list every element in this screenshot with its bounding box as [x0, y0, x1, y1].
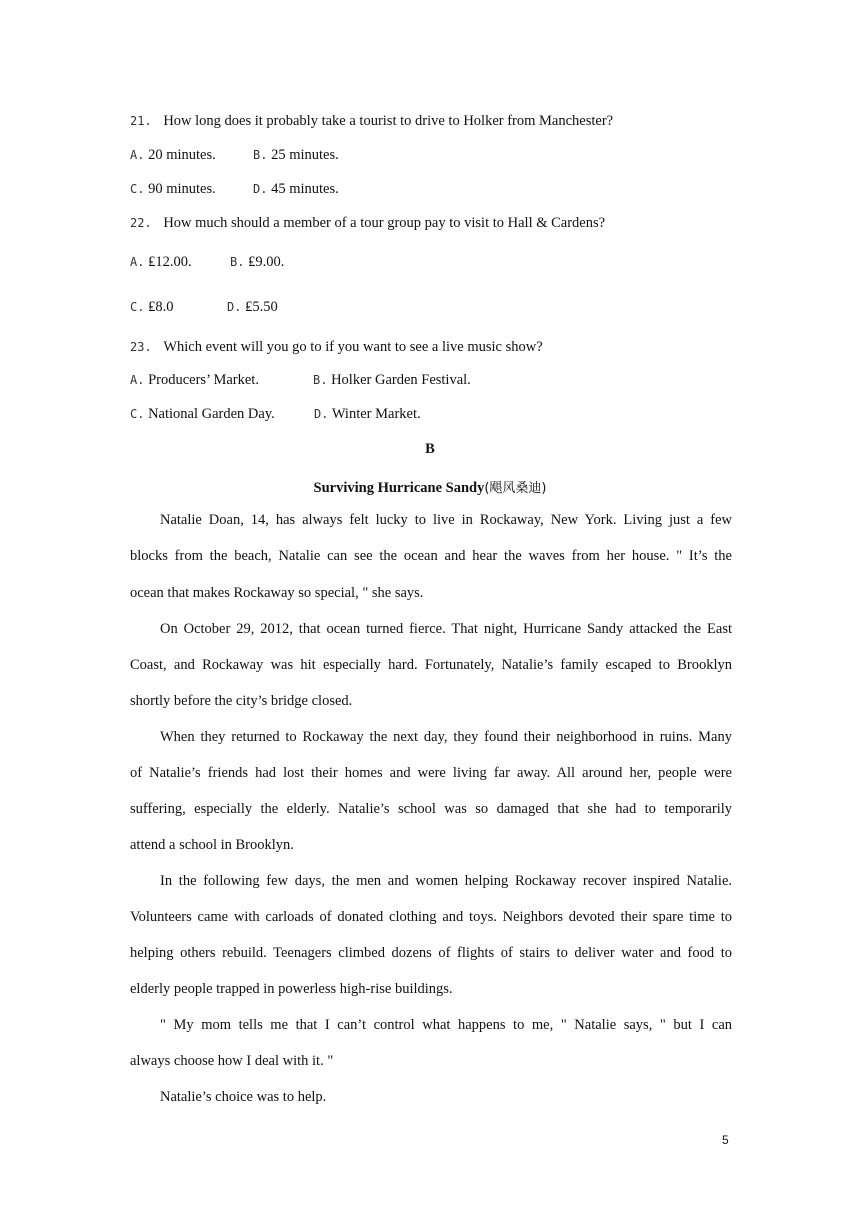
option-letter: D. — [227, 300, 242, 314]
option-letter: C. — [130, 407, 145, 421]
options-row — [130, 299, 278, 316]
article-title — [0, 477, 860, 497]
option-text: 45 minutes. — [271, 181, 339, 197]
option-text: ₤8.0 — [148, 299, 174, 315]
option-letter: B. — [230, 255, 245, 269]
option-text: Winter Market. — [331, 406, 421, 422]
paragraph-line: In the following few days, the men and women helping Rockaway recover inspired Natalie. — [160, 873, 732, 889]
question-number: 23. — [130, 340, 152, 354]
question-number: 22. — [130, 216, 152, 230]
question-text: How much should a member of a tour group pay to visit to Hall & Cardens? — [163, 215, 606, 231]
options-row — [130, 372, 471, 389]
section-letter: B — [425, 441, 435, 457]
page-number: 5 — [722, 1133, 729, 1147]
paragraph-line: blocks from the beach, Natalie can see the ocean and hear the waves from her house. " It’s the — [130, 548, 732, 564]
paragraph-line: elderly people trapped in powerless high-rise buildings. — [130, 981, 453, 997]
option-letter: C. — [130, 182, 145, 196]
option-letter: D. — [253, 182, 268, 196]
question-text: How long does it probably take a tourist to drive to Holker from Manchester? — [163, 113, 614, 129]
paragraph-line: helping others rebuild. Teenagers climbed dozens of flights of stairs to deliver water and food to — [130, 945, 732, 961]
paragraph-line: suffering, especially the elderly. Natalie’s school was so damaged that she had to temporarily — [130, 801, 732, 817]
question-23 — [130, 339, 543, 356]
paragraph-line: attend a school in Brooklyn. — [130, 837, 294, 853]
paragraph-line: always choose how I deal with it. " — [130, 1053, 334, 1069]
question-number: 21. — [130, 114, 152, 128]
paragraph-line: Natalie Doan, 14, has always felt lucky to live in Rockaway, New York. Living just a few — [160, 512, 732, 528]
paragraph-line: " My mom tells me that I can’t control what happens to me, " Natalie says, " but I can — [160, 1017, 732, 1033]
option-text: 20 minutes. — [148, 147, 216, 163]
paragraph-line: Volunteers came with carloads of donated clothing and toys. Neighbors devoted their spare time to — [130, 909, 732, 925]
paragraph-line: Natalie’s choice was to help. — [160, 1089, 327, 1105]
article-title-note: (飓风桑迪) — [484, 481, 547, 496]
option-letter: D. — [314, 407, 329, 421]
question-22 — [130, 215, 605, 232]
options-row — [130, 406, 421, 423]
option-letter: A. — [130, 255, 145, 269]
option-letter: C. — [130, 300, 145, 314]
paragraph-line: of Natalie’s friends had lost their homes and were living far away. All around her, people were — [130, 765, 732, 781]
option-text: ₤5.50 — [245, 299, 278, 315]
option-text: ₤12.00. — [148, 254, 192, 270]
option-text: ₤9.00. — [248, 254, 285, 270]
option-letter: A. — [130, 373, 145, 387]
option-letter: A. — [130, 148, 145, 162]
question-text: Which event will you go to if you want to see a live music show? — [163, 339, 543, 355]
paragraph-line: shortly before the city’s bridge closed. — [130, 693, 353, 709]
options-row — [130, 147, 339, 164]
options-row — [130, 181, 339, 198]
option-text: National Garden Day. — [148, 406, 275, 422]
article-title-text: Surviving Hurricane Sandy — [313, 480, 485, 496]
option-letter: B. — [313, 373, 328, 387]
option-text: 25 minutes. — [271, 147, 339, 163]
option-letter: B. — [253, 148, 268, 162]
paragraph-line: When they returned to Rockaway the next day, they found their neighborhood in ruins. Many — [160, 729, 732, 745]
option-text: 90 minutes. — [148, 181, 216, 197]
paragraph-line: On October 29, 2012, that ocean turned fierce. That night, Hurricane Sandy attacked the East — [160, 621, 732, 637]
paragraph-line: Coast, and Rockaway was hit especially hard. Fortunately, Natalie’s family escaped to Brooklyn — [130, 657, 732, 673]
question-21 — [130, 113, 613, 130]
paragraph-line: ocean that makes Rockaway so special, " she says. — [130, 585, 424, 601]
option-text: Producers’ Market. — [148, 372, 259, 388]
options-row — [130, 254, 284, 271]
option-text: Holker Garden Festival. — [331, 372, 471, 388]
